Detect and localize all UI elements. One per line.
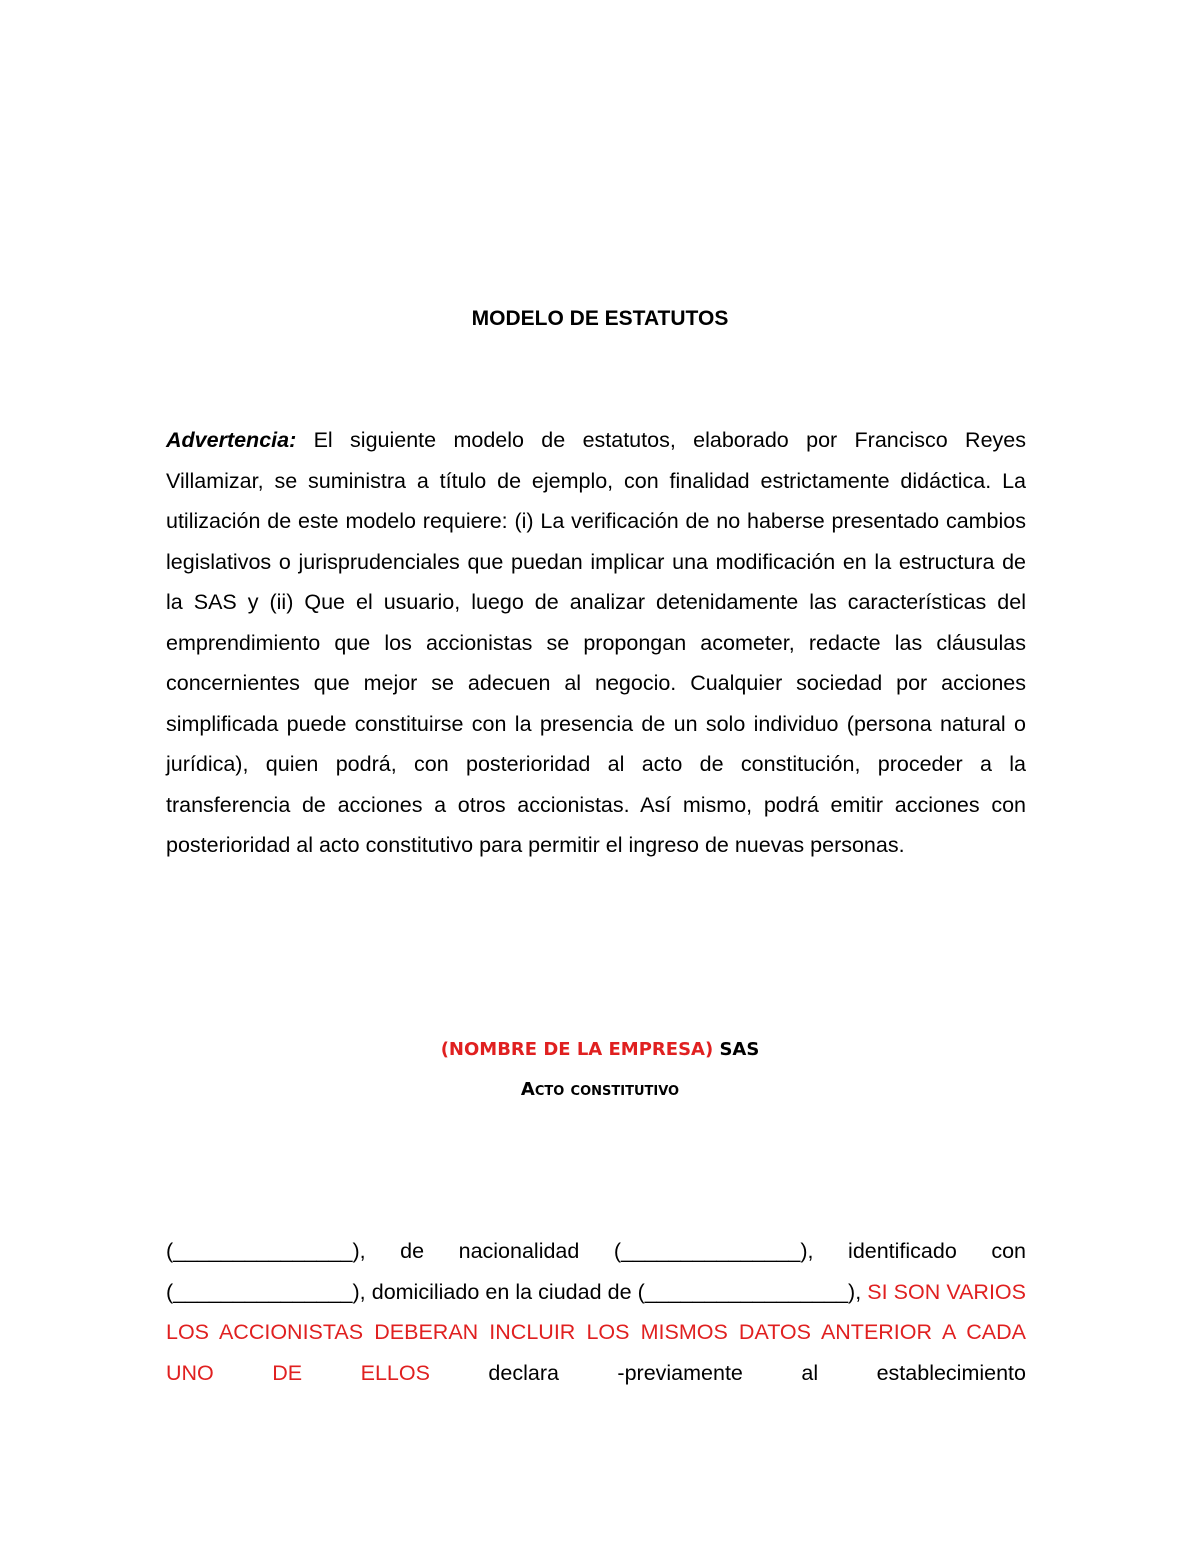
warning-paragraph [166, 420, 1026, 866]
acto-text-part2: declara -previamente al establecimiento [429, 1360, 1026, 1385]
acto-constitutivo-heading: Acto constitutivo [520, 1079, 680, 1100]
warning-label: Advertencia: [166, 428, 297, 452]
acto-paragraph [166, 1231, 1026, 1393]
acto-red-note: SI SON VARIOS LOS ACCIONISTAS DEBERAN INCLUIR LOS MISMOS DATOS ANTERIOR A CADA UNO DE ELLOS [166, 1279, 1026, 1385]
acto-text-part1: (_______________), de nacionalidad (_______________), identificado con (_______________), domiciliado en la ciudad de (_________________), [166, 1239, 1026, 1304]
company-name-placeholder: (NOMBRE DE LA EMPRESA) [440, 1039, 714, 1060]
warning-text: El siguiente modelo de estatutos, elaborado por Francisco Reyes Villamizar, se suministra a título de ejemplo, con finalidad estrictamente didáctica. La utilización de este modelo requiere: (i) La verificación de no haberse presentado cambios legislativos o jurisprudenciales que puedan implicar una modificación en la estructura de la SAS y (ii) Que el usuario, luego de analizar detenidamente las características del emprendimiento que los accionistas se propongan acometer, redacte las cláusulas concernientes que mejor se adecuen al negocio. Cualquier sociedad por acciones simplificada puede constituirse con la presencia de un solo individuo (persona natural o jurídica), quien podrá, con posterioridad al acto de constitución, proceder a la transferencia de acciones a otros accionistas. Así mismo, podrá emitir acciones con posterioridad al acto constitutivo para permitir el ingreso de nuevas personas. [166, 428, 1026, 857]
company-suffix: SAS [713, 1039, 760, 1060]
document-title: MODELO DE ESTATUTOS [471, 307, 729, 330]
company-name-line [0, 1036, 1200, 1064]
